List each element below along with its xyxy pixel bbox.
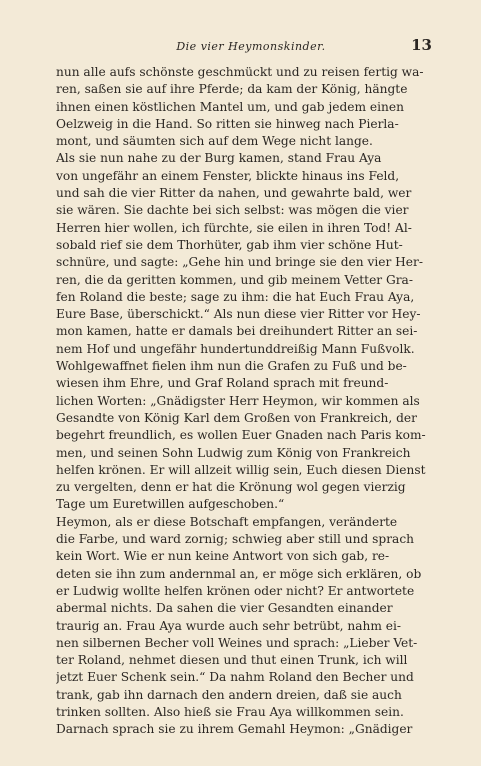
text-line: nem Hof und ungefähr hundertunddreißig Mann Fußvolk. bbox=[56, 341, 415, 356]
text-line: Gesandte von König Karl dem Großen von Frankreich, der bbox=[56, 410, 417, 425]
text-line: nun alle aufs schönste geschmückt und zu reisen fertig wa- bbox=[56, 65, 424, 79]
text-line: wiesen ihm Ehre, und Graf Roland sprach mit freund- bbox=[56, 376, 389, 391]
text-line: trinken sollten. Also hieß sie Frau Aya willkommen sein. bbox=[56, 704, 404, 719]
text-line: und sah die vier Ritter da nahen, und gewahrte bald, wer bbox=[56, 186, 412, 201]
text-line: nen silbernen Becher voll Weines und sprach: „Lieber Vet- bbox=[56, 635, 418, 650]
text-line: er Ludwig wollte helfen krönen oder nicht? Er antwortete bbox=[56, 583, 415, 598]
text-line: lichen Worten: „Gnädigster Herr Heymon, wir kommen als bbox=[56, 393, 420, 408]
body-text bbox=[56, 64, 428, 739]
text-line: ren, saßen sie auf ihre Pferde; da kam der König, hängte bbox=[56, 82, 408, 97]
text-line: traurig an. Frau Aya wurde auch sehr betrübt, nahm ei- bbox=[56, 618, 402, 633]
text-line: begehrt freundlich, es wollen Euer Gnaden nach Paris kom- bbox=[56, 428, 426, 443]
text-line: die Farbe, und ward zornig; schwieg aber still und sprach bbox=[56, 532, 415, 547]
text-line: fen Roland die beste; sage zu ihm: die hat Euch Frau Aya, bbox=[56, 289, 415, 304]
text-line: mon kamen, hatte er damals bei dreihundert Ritter an sei- bbox=[56, 324, 418, 339]
text-line: deten sie ihn zum andernmal an, er möge sich erklären, ob bbox=[56, 566, 422, 581]
text-line: ter Roland, nehmet diesen und thut einen Trunk, ich will bbox=[56, 653, 408, 668]
text-line: kein Wort. Wie er nun keine Antwort von sich gab, re- bbox=[56, 549, 390, 564]
text-line: Wohlgewaffnet fielen ihm nun die Grafen zu Fuß und be- bbox=[56, 359, 407, 374]
text-line: schnüre, und sagte: „Gehe hin und bringe sie den vier Her- bbox=[56, 255, 423, 270]
text-line: zu vergelten, denn er hat die Krönung wol gegen vierzig bbox=[56, 480, 406, 495]
text-line: mont, und säumten sich auf dem Wege nicht lange. bbox=[56, 134, 373, 149]
text-line: Heymon, als er diese Botschaft empfangen, veränderte bbox=[56, 514, 398, 529]
text-line: sie wären. Sie dachte bei sich selbst: was mögen die vier bbox=[56, 203, 409, 218]
text-line: ihnen einen köstlichen Mantel um, und gab jedem einen bbox=[56, 99, 404, 114]
text-line: ren, die da geritten kommen, und gib meinem Vetter Gra- bbox=[56, 272, 413, 287]
text-line: Darnach sprach sie zu ihrem Gemahl Heymon: „Gnädiger bbox=[56, 722, 413, 737]
page-number: 13 bbox=[411, 36, 432, 54]
text-line: Tage um Euretwillen aufgeschoben.“ bbox=[56, 497, 285, 512]
page-header bbox=[70, 36, 432, 56]
running-title: Die vier Heymonskinder. bbox=[176, 40, 326, 53]
text-line: sobald rief sie dem Thorhüter, gab ihm vier schöne Hut- bbox=[56, 237, 403, 252]
text-line: Als sie nun nahe zu der Burg kamen, stand Frau Aya bbox=[56, 151, 382, 166]
text-line: jetzt Euer Schenk sein.“ Da nahm Roland den Becher und bbox=[56, 670, 414, 685]
text-line: Eure Base, überschickt.“ Als nun diese vier Ritter vor Hey- bbox=[56, 307, 421, 322]
text-line: Oelzweig in die Hand. So ritten sie hinweg nach Pierla- bbox=[56, 116, 399, 131]
text-line: trank, gab ihn darnach den andern dreien, daß sie auch bbox=[56, 687, 402, 702]
text-line: abermal nichts. Da sahen die vier Gesandten einander bbox=[56, 601, 393, 616]
text-line: helfen krönen. Er will allzeit willig sein, Euch diesen Dienst bbox=[56, 462, 426, 477]
text-line: von ungefähr an einem Fenster, blickte hinaus ins Feld, bbox=[56, 168, 400, 183]
text-line: Herren hier wollen, ich fürchte, sie eilen in ihren Tod! Al- bbox=[56, 220, 412, 235]
text-line: men, und seinen Sohn Ludwig zum König von Frankreich bbox=[56, 445, 411, 460]
